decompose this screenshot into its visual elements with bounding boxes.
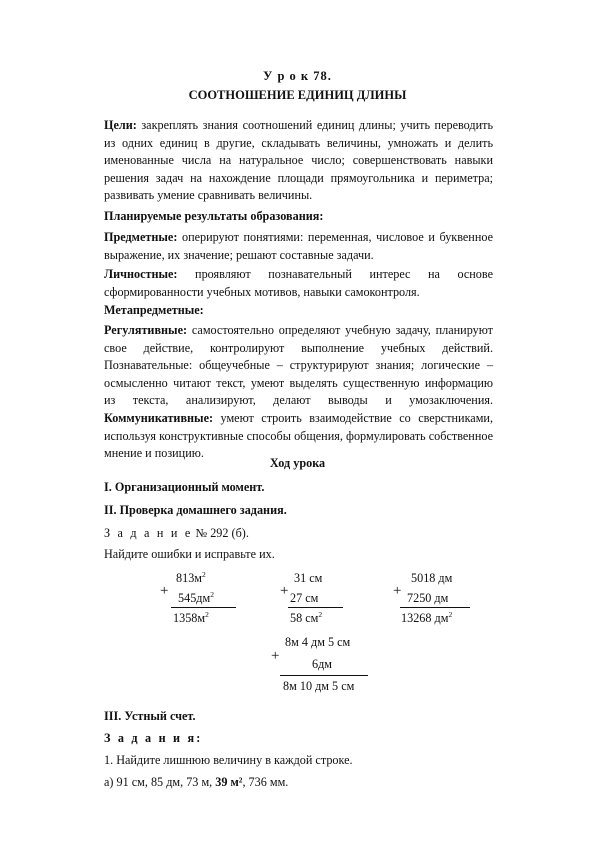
sum-4-operand-a: 8м 4 дм 5 см xyxy=(285,635,351,649)
sum-1-line xyxy=(171,607,236,608)
task-number: № 292 (б). xyxy=(192,526,249,540)
sum-4-result: 8м 10 дм 5 см xyxy=(283,679,355,693)
sum-1-operand-a: $813м^2$ xyxy=(176,570,206,585)
task-line xyxy=(104,526,249,541)
sum-4-line xyxy=(280,675,368,676)
task-instruction: Найдите ошибки и исправьте их. xyxy=(104,547,275,561)
section-organizational: I. Организационный момент. xyxy=(104,480,265,494)
course-heading: Ход урока xyxy=(269,456,326,470)
sum-3-operand-b: 7250 дм xyxy=(407,591,449,605)
sum-3-result: 13268 $дм^2$ xyxy=(401,610,453,625)
regulatory-paragraph xyxy=(104,322,493,463)
sum-1-result: $1358м^2$ xyxy=(173,610,209,625)
personal-paragraph xyxy=(104,266,493,301)
personal-label: Личностные: xyxy=(104,267,178,281)
task-label: З а д а н и е xyxy=(104,526,193,540)
regulatory-text: самостоятельно определяют учебную задачу, планируют свое действие, контролируют выполнение учебных действий. Познавательные: общеучебные – структурируют знания; логические – осмысленно читают текст, умеют выделять существенную информацию из текста, анализируют, делают выводы и умозаключения. xyxy=(104,323,493,408)
goals-paragraph xyxy=(104,117,493,205)
item-1: 1. Найдите лишнюю величину в каждой строке. xyxy=(104,753,353,767)
sum-3-operand-a: 5018 дм xyxy=(411,571,453,585)
section-homework-check: II. Проверка домашнего задания. xyxy=(104,503,287,517)
item-1a: а) 91 см, 85 дм, 73 м, 39 м², 736 мм. xyxy=(104,775,289,789)
lesson-number: У р о к 78. xyxy=(263,69,332,83)
subject-label: Предметные: xyxy=(104,230,178,244)
sum-2-operand-a: 31 см xyxy=(294,571,323,585)
lesson-title: СООТНОШЕНИЕ ЕДИНИЦ ДЛИНЫ xyxy=(188,88,407,102)
communicative-label: Коммуникативные: xyxy=(104,410,214,425)
sum-3-line xyxy=(400,607,470,608)
plus-sign-3: + xyxy=(393,583,402,599)
plus-sign-1: + xyxy=(160,583,169,599)
tasks-label: З а д а н и я: xyxy=(104,731,203,745)
communicative-text: умеют строить взаимодействие со сверстниками, используя конструктивные способы общения, формулировать собственное мнение и позицию. xyxy=(104,410,493,461)
sum-4-operand-b: 6дм xyxy=(312,657,333,671)
subject-text: оперируют понятиями: переменная, числовое и буквенное выражение, их значение; решают составные задачи. xyxy=(104,230,493,262)
item-1a-odd-value: 39 м² xyxy=(215,775,243,789)
regulatory-label: Регулятивные: xyxy=(104,323,188,337)
sum-1-operand-b: $545дм^2$ xyxy=(178,590,214,605)
planned-results-heading: Планируемые результаты образования: xyxy=(104,209,324,223)
sum-2-result: 58 $см^2$ xyxy=(290,610,323,625)
subject-paragraph xyxy=(104,229,493,264)
plus-sign-2: + xyxy=(280,583,289,599)
section-oral-counting: III. Устный счет. xyxy=(104,709,196,723)
sum-2-line xyxy=(288,607,343,608)
personal-text: проявляют познавательный интерес на основе сформированности учебных мотивов, навыки самоконтроля. xyxy=(104,267,493,299)
sum-2-operand-b: 27 см xyxy=(290,591,319,605)
meta-heading: Метапредметные: xyxy=(104,303,204,317)
goals-label: Цели: xyxy=(104,118,137,132)
goals-text: закреплять знания соотношений единиц длины; учить переводить из одних единиц в другие, складывать величины, умножать и делить именованные числа на натуральное число; совершенствовать навыки решения задач на нахождение площади прямоугольника и периметра; развивать умение сравнивать величины. xyxy=(104,118,493,203)
plus-sign-4: + xyxy=(271,648,280,664)
